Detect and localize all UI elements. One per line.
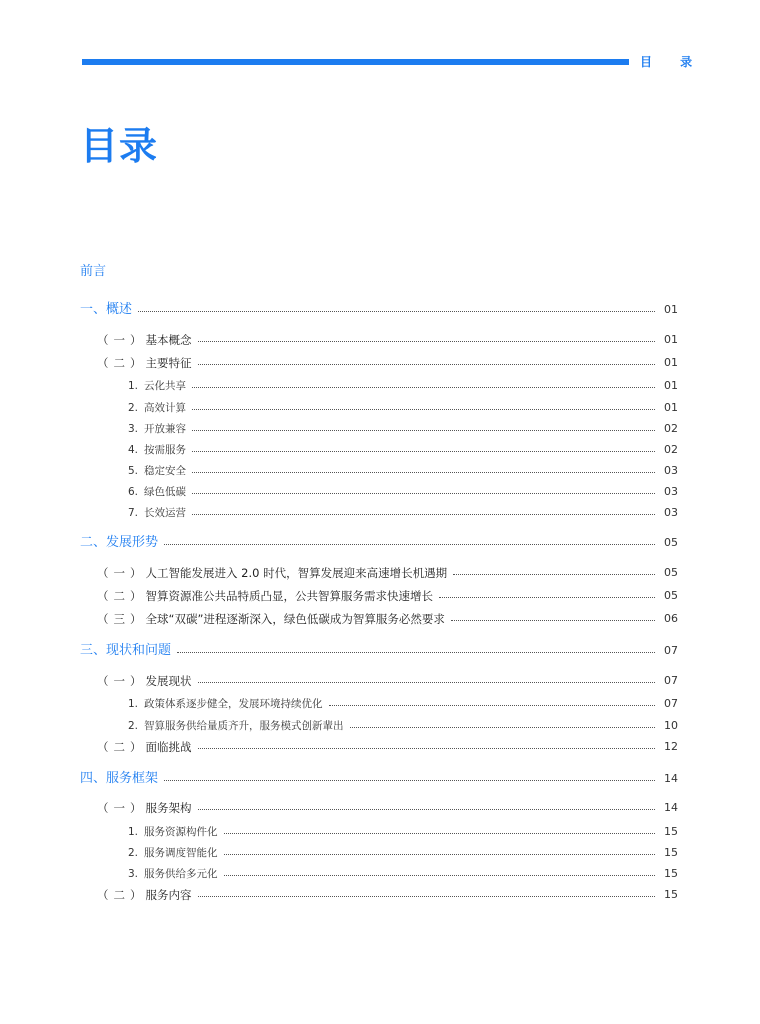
toc-entry[interactable] [0,641,760,661]
toc-entry-number: 二 [113,740,125,754]
toc-page-number: 05 [664,536,678,549]
toc-entry[interactable] [0,737,760,757]
toc-entry-title [80,769,158,789]
toc-entry[interactable] [0,533,760,553]
toc-entry-title [128,694,323,714]
toc-dot-leader [198,809,656,810]
toc-page-number: 12 [664,740,678,753]
header-accent-bar [82,59,629,65]
toc-preface-label: 前言 [80,264,107,279]
toc-entry-label: 面临挑战 [145,740,192,754]
toc-page-number: 01 [664,401,678,414]
toc-page-number: 01 [664,333,678,346]
toc-entry-number: 7. [128,507,139,519]
toc-entry[interactable] [0,843,760,863]
toc-entry[interactable] [0,440,760,460]
toc-dot-leader [198,341,656,342]
toc-entry-label: 现状和问题 [106,643,172,658]
toc-entry[interactable] [0,864,760,884]
toc-entry-number: 二 [113,356,125,370]
toc-dot-leader [192,493,655,494]
toc-entry-label: 开放兼容 [144,423,187,435]
toc-entry-label: 服务框架 [106,771,159,786]
toc-entry-title: （ 二 ） 智算资源准公共品特质凸显，公共智算服务需求快速增长 [97,589,433,603]
toc-entry-label: 主要特征 [145,356,192,370]
toc-preface[interactable] [0,262,760,282]
page-title: 目录 [80,124,159,168]
toc-entry[interactable] [0,822,760,842]
toc-entry-number: 三 [113,612,125,626]
toc-entry-title [128,440,186,460]
toc-dot-leader [329,705,655,706]
toc-entry-number: 4. [128,444,139,456]
toc-entry-label: 概述 [106,302,133,317]
toc-entry-label: 绿色低碳 [144,486,187,498]
toc-dot-leader [451,620,655,621]
toc-entry-label: 稳定安全 [144,465,187,477]
toc-entry-title [128,482,186,502]
toc-entry-title: （ 一 ） 服务架构 [97,801,192,815]
toc-page-number: 10 [664,719,678,732]
toc-entry-label: 服务架构 [145,801,192,815]
toc-entry-number: 二 [113,888,125,902]
toc-entry-label: 服务资源构件化 [144,826,218,838]
toc-entry-title [128,398,186,418]
toc-entry-title [128,419,186,439]
toc-entry-label: 智算服务供给量质齐升，服务模式创新輩出 [144,720,344,732]
toc-dot-leader [192,409,655,410]
toc-page-number: 01 [664,379,678,392]
toc-entry-number: 2. [128,720,139,732]
toc-dot-leader [192,451,655,452]
toc-page-number: 07 [664,674,678,687]
toc-entry-number: 一 [113,674,125,688]
toc-page-number: 15 [664,846,678,859]
toc-page-number: 03 [664,485,678,498]
toc-entry-title: （ 三 ） 全球“双碳”进程逐渐深入，绿色低碳成为智算服务必然要求 [97,612,445,626]
toc-dot-leader [198,748,656,749]
toc-dot-leader [453,574,655,575]
toc-page-number: 15 [664,867,678,880]
toc-entry-label: 智算资源准公共品特质凸显，公共智算服务需求快速增长 [145,589,433,603]
toc-entry-number: 5. [128,465,139,477]
toc-entry-title [128,716,344,736]
toc-dot-leader [164,780,655,781]
toc-entry-title [80,641,171,661]
toc-page-number: 03 [664,464,678,477]
toc-entry-title [80,300,132,320]
toc-entry[interactable] [0,419,760,439]
toc-entry-label: 按需服务 [144,444,187,456]
toc-entry-number: 一 [113,566,125,580]
toc-entry-title: （ 一 ） 人工智能发展进入 2.0 时代，智算发展迎来高速增长机遇期 [97,566,448,580]
toc-entry[interactable] [0,376,760,396]
toc-entry-label: 政策体系逐步健全，发展环境持续优化 [144,698,323,710]
toc-entry[interactable] [0,694,760,714]
toc-entry[interactable] [0,586,760,606]
toc-entry[interactable] [0,563,760,583]
toc-page-number: 05 [664,589,678,602]
toc-entry-number: 6. [128,486,139,498]
header-section-label: 目 录 [640,55,705,69]
toc-page-number: 15 [664,888,678,901]
toc-entry-label: 服务供给多元化 [144,868,218,880]
toc-page-number: 02 [664,422,678,435]
toc-entry-label: 全球“双碳”进程逐渐深入，绿色低碳成为智算服务必然要求 [145,612,445,626]
toc-dot-leader [192,387,655,388]
toc-entry-number: 四、 [80,771,107,786]
toc-entry-title [80,533,158,553]
toc-dot-leader [198,682,656,683]
toc-page-number: 01 [664,303,678,316]
toc-entry-number: 一 [113,333,125,347]
toc-entry-title [128,376,186,396]
toc-dot-leader [224,875,655,876]
toc-entry-number: 1. [128,380,139,392]
toc-entry-number: 1. [128,826,139,838]
toc-dot-leader [224,854,655,855]
toc-entry-number: 二、 [80,535,107,550]
toc-entry-number: 一 [113,801,125,815]
toc-entry-number: 3. [128,423,139,435]
toc-page-number: 01 [664,356,678,369]
toc-entry-number: 一、 [80,302,107,317]
toc-entry-title: （ 一 ） 基本概念 [97,333,192,347]
toc-dot-leader [224,833,655,834]
toc-page-number: 07 [664,644,678,657]
toc-entry-title [128,503,186,523]
toc-entry[interactable] [0,353,760,373]
toc-entry-label: 服务内容 [145,888,192,902]
toc-dot-leader [198,364,656,365]
toc-entry[interactable] [0,609,760,629]
toc-entry-label: 长效运营 [144,507,187,519]
toc-entry-number: 二 [113,589,125,603]
toc-dot-leader [192,514,655,515]
toc-entry[interactable] [0,461,760,481]
toc-dot-leader [164,544,655,545]
toc-entry[interactable] [0,398,760,418]
toc-dot-leader [198,896,656,897]
toc-entry-label: 基本概念 [145,333,192,347]
toc-entry[interactable] [0,769,760,789]
toc-entry-label: 人工智能发展进入 2.0 时代，智算发展迎来高速增长机遇期 [145,566,448,580]
toc-entry-number: 三、 [80,643,107,658]
toc-dot-leader [192,430,655,431]
toc-entry-title [128,461,186,481]
toc-entry-title: （ 二 ） 主要特征 [97,356,192,370]
toc-entry[interactable] [0,300,760,320]
toc-page-number: 07 [664,697,678,710]
toc-page-number: 06 [664,612,678,625]
toc-dot-leader [177,652,655,653]
toc-entry-title: （ 二 ） 服务内容 [97,888,192,902]
toc-entry[interactable] [0,503,760,523]
toc-entry-number: 3. [128,868,139,880]
toc-entry-label: 服务调度智能化 [144,847,218,859]
toc-entry-label: 发展形势 [106,535,159,550]
toc-entry[interactable] [0,482,760,502]
toc-entry-label: 高效计算 [144,402,187,414]
toc-entry-label: 发展现状 [145,674,192,688]
toc-entry[interactable] [0,671,760,691]
toc-entry-title [128,822,218,842]
toc-page-number: 14 [664,772,678,785]
toc-dot-leader [350,727,655,728]
toc-entry-label: 云化共享 [144,380,187,392]
toc-page-number: 15 [664,825,678,838]
toc-entry-title [128,864,218,884]
toc-entry[interactable] [0,716,760,736]
toc-entry[interactable] [0,885,760,905]
toc-dot-leader [192,472,655,473]
toc-entry-number: 2. [128,847,139,859]
toc-page-number: 14 [664,801,678,814]
toc-page-number: 02 [664,443,678,456]
toc-page-number: 05 [664,566,678,579]
toc-dot-leader [138,311,655,312]
toc-entry-title: （ 二 ） 面临挑战 [97,740,192,754]
toc-entry-number: 1. [128,698,139,710]
toc-entry[interactable] [0,798,760,818]
toc-entry-title: （ 一 ） 发展现状 [97,674,192,688]
toc-entry-title [128,843,218,863]
toc-page-number: 03 [664,506,678,519]
toc-entry[interactable] [0,330,760,350]
toc-dot-leader [439,597,655,598]
toc-entry-number: 2. [128,402,139,414]
